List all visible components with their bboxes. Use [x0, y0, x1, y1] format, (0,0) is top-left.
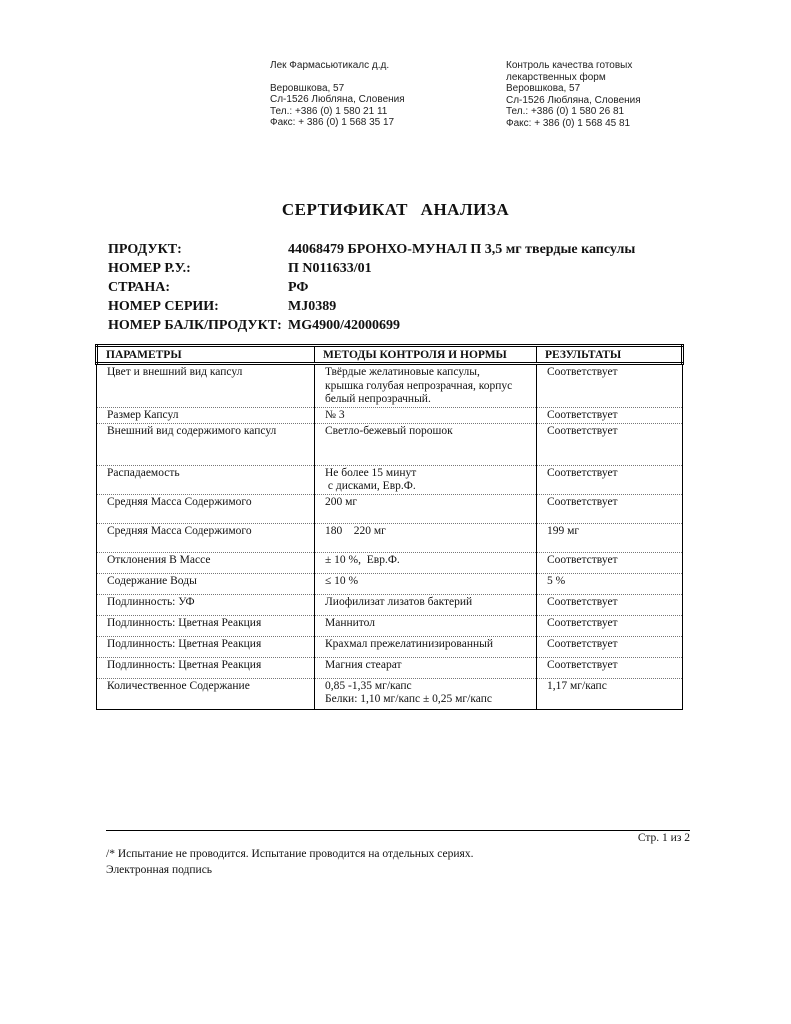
result-cell: Соответствует — [537, 494, 683, 523]
info-label: СТРАНА: — [108, 279, 170, 295]
table-row — [97, 423, 683, 465]
table-row — [97, 615, 683, 636]
parameter-cell: Подлинность: Цветная Реакция — [97, 615, 315, 636]
table-row — [97, 678, 683, 709]
sender-address — [270, 60, 405, 129]
method-line: Твёрдые желатиновые капсулы, — [325, 366, 480, 378]
result-cell: Соответствует — [537, 636, 683, 657]
result-cell: 5 % — [537, 573, 683, 594]
info-label: ПРОДУКТ: — [108, 241, 182, 257]
page-number: Стр. 1 из 2 — [637, 832, 690, 844]
parameter-cell: Распадаемость — [97, 465, 315, 494]
method-line: № 3 — [325, 409, 345, 421]
qc-address — [506, 60, 641, 129]
parameter-cell: Цвет и внешний вид капсул — [97, 364, 315, 408]
address-street: Верoвшкова, 57 — [506, 83, 581, 94]
product-info — [108, 240, 635, 335]
method-line: с дисками, Евр.Ф. — [325, 480, 416, 492]
method-line: ± 10 %, Евр.Ф. — [325, 553, 400, 566]
method-line: 200 мг — [325, 495, 358, 508]
info-row-country — [108, 278, 635, 297]
table-row — [97, 657, 683, 678]
method-line: Светло-бежевый порошок — [325, 424, 453, 437]
company-name: Лек Фармасьютикалс д.д. — [270, 60, 390, 71]
result-cell: Соответствует — [537, 615, 683, 636]
method-line: Лиофилизат лизатов бактерий — [325, 595, 473, 608]
method-cell — [315, 594, 537, 615]
parameter-cell: Подлинность: Цветная Реакция — [97, 657, 315, 678]
method-line: ≤ 10 % — [325, 574, 359, 587]
method-cell — [315, 364, 537, 408]
info-value: MJ0389 — [288, 298, 337, 314]
result-cell: 1,17 мг/капс — [537, 678, 683, 709]
address-street: Веровшкова, 57 — [270, 82, 345, 94]
info-label: НОМЕР БАЛК/ПРОДУКТ: — [108, 317, 282, 333]
result-cell: Соответствует — [537, 423, 683, 465]
method-cell — [315, 494, 537, 523]
method-cell — [315, 678, 537, 709]
address-city: Сл-1526 Любляна, Словения — [506, 94, 641, 106]
analysis-table — [95, 344, 684, 710]
info-label: НОМЕР СЕРИИ: — [108, 298, 219, 314]
table-body — [97, 364, 683, 710]
method-cell — [315, 615, 537, 636]
parameter-cell: Подлинность: Цветная Реакция — [97, 636, 315, 657]
method-line: белый непрозрачный. — [325, 393, 431, 405]
department-line-1: Контроль качества готовых — [506, 60, 633, 71]
table-row — [97, 408, 683, 424]
table-row — [97, 636, 683, 657]
info-row-product — [108, 240, 635, 259]
result-cell: Соответствует — [537, 552, 683, 573]
parameter-cell: Средняя Масса Содержимого — [97, 494, 315, 523]
method-cell — [315, 408, 537, 424]
document-title: СЕРТИФИКАТ АНАЛИЗА — [281, 200, 510, 219]
method-cell — [315, 423, 537, 465]
method-line: 0,85 -1,35 мг/капс — [325, 679, 412, 692]
table-row — [97, 552, 683, 573]
method-cell — [315, 657, 537, 678]
method-line: Крахмал прежелатинизированный — [325, 637, 494, 650]
address-phone: Тел.: +386 (0) 1 580 21 11 — [270, 105, 388, 117]
result-cell: Соответствует — [537, 408, 683, 424]
method-line: Маннитол — [325, 616, 376, 629]
method-cell — [315, 523, 537, 552]
result-cell: Соответствует — [537, 594, 683, 615]
method-line: Магния стеарат — [325, 658, 402, 671]
method-cell — [315, 636, 537, 657]
parameter-cell: Подлинность: УФ — [97, 594, 315, 615]
parameter-cell: Количественное Содержание — [97, 678, 315, 709]
header-methods: МЕТОДЫ КОНТРОЛЯ И НОРМЫ — [315, 346, 537, 364]
result-cell: Соответствует — [537, 364, 683, 408]
result-cell: Соответствует — [537, 465, 683, 494]
method-line: Не более 15 минут — [325, 466, 417, 479]
info-value: РФ — [288, 279, 309, 295]
parameter-cell: Содержание Воды — [97, 573, 315, 594]
method-line: Белки: 1,10 мг/капс ± 0,25 мг/капс — [325, 693, 492, 705]
department-line-2: лекарственных форм — [506, 71, 606, 83]
address-phone: Тел.: +386 (0) 1 580 26 81 — [506, 106, 625, 117]
parameter-cell: Размер Капсул — [97, 408, 315, 424]
electronic-signature: Электронная подпись — [106, 864, 213, 876]
info-label: НОМЕР Р.У.: — [108, 260, 191, 276]
table-row — [97, 594, 683, 615]
method-cell — [315, 465, 537, 494]
parameter-cell: Средняя Масса Содержимого — [97, 523, 315, 552]
header-results: РЕЗУЛЬТАТЫ — [537, 346, 683, 364]
info-value: 44068479 БРОНХО-МУНАЛ П 3,5 мг твердые капсулы — [288, 241, 636, 257]
result-cell: 199 мг — [537, 523, 683, 552]
method-cell — [315, 552, 537, 573]
method-line: 180 220 мг — [325, 524, 386, 537]
parameter-cell: Отклонения В Массе — [97, 552, 315, 573]
info-row-registration — [108, 259, 635, 278]
method-line: крышка голубая непрозрачная, корпус — [325, 379, 513, 392]
header-parameters: ПАРАМЕТРЫ — [97, 346, 315, 364]
result-cell: Соответствует — [537, 657, 683, 678]
table-row — [97, 465, 683, 494]
table-row — [97, 523, 683, 552]
parameter-cell: Внешний вид содержимого капсул — [97, 423, 315, 465]
table-row — [97, 364, 683, 408]
table-header-row — [97, 346, 683, 364]
info-row-batch — [108, 297, 635, 316]
footer-divider — [106, 830, 690, 831]
method-cell — [315, 573, 537, 594]
info-value: П N011633/01 — [288, 260, 372, 276]
address-city: Сл-1526 Любляна, Словения — [270, 94, 405, 105]
table-row — [97, 573, 683, 594]
info-row-bulk — [108, 316, 635, 335]
table-row — [97, 494, 683, 523]
footnote: /* Испытание не проводится. Испытание проводится на отдельных сериях. — [106, 848, 474, 860]
address-fax: Факс: + 386 (0) 1 568 35 17 — [270, 117, 395, 128]
address-fax: Факс: + 386 (0) 1 568 45 81 — [506, 117, 631, 129]
info-value: MG4900/42000699 — [288, 317, 400, 333]
